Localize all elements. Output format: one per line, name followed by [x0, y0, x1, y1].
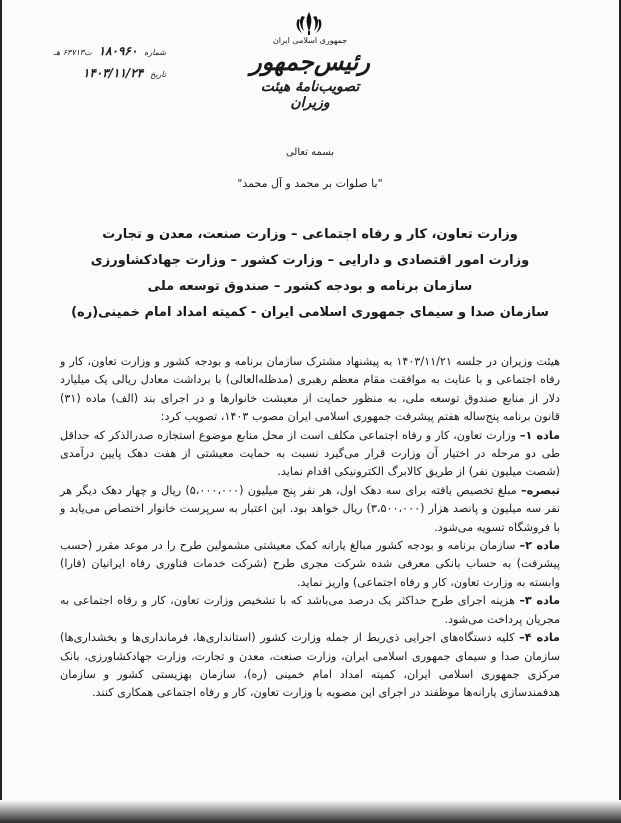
paragraph: هیئت وزیران در جلسه ۱۴۰۳/۱۱/۲۱ به پیشنهاد مشترک سازمان برنامه و بودجه کشور و وزارت تعاون، کار و رفاه اجتماعی و با عنایت به موافقت مقام معظم رهبری (مدظله‌العالی) با برداشت معادل ریالی یک میلیارد دلار از منابع صندوق توسعه ملی، به منظور حمایت از معیشت خانوارها و در اجرای بند (الف) ماده (۳۱) قانون برنامه پنج‌ساله هفتم پیشرفت جمهوری اسلامی ایران مصوب ۱۴۰۳، تصویب کرد: [60, 355, 560, 424]
basmala: بسمه تعالی [285, 147, 335, 158]
document-date [16, 66, 166, 80]
sub-number: ت۶۳۷۱۳ هـ [53, 48, 92, 57]
addressee-line: وزارت امور اقتصادی و دارایی – وزارت کشور – وزارت جهادکشاورزی [90, 253, 530, 268]
article-3: ماده ۳– هزینه اجرای طرح حداکثر یک درصد می‌باشد که با تشخیص وزارت تعاون، کار و رفاه اجتماعی به مجریان پرداخت می‌شود. [60, 594, 560, 626]
letterhead [240, 36, 380, 111]
article-1-number: ماده ۱– [519, 428, 560, 442]
president-title: رئیس‌جمهور [250, 47, 370, 76]
iran-emblem-icon [294, 10, 324, 36]
note-label: تبصره– [521, 483, 560, 497]
document-number [16, 44, 166, 58]
republic-label: جمهوری اسلامی ایران [272, 36, 348, 45]
number-value: ۱۸۰۹۶۰ [98, 44, 138, 58]
addressee-line: وزارت تعاون، کار و رفاه اجتماعی – وزارت صنعت، معدن و تجارت [102, 227, 518, 242]
date-value: ۱۴۰۳/۱۱/۲۴ [82, 66, 144, 80]
article-4: ماده ۴– کلیه دستگاه‌های اجرایی ذی‌ربط از جمله وزارت کشور (استانداری‌ها، فرمانداری‌ها و بخشداری‌ها) سازمان صدا و سیمای جمهوری اسلامی ایران، وزارت صنعت، معدن و تجارت، وزارت جهادکشاورزی، بانک مرکزی جمهوری اسلامی ایران، کمیته امداد امام خمینی (ره)، سازمان بهزیستی کشور و سازمان هدفمندسازی یارانه‌ها موظفند در اجرای این مصوبه با وزارت تعاون، کار و رفاه اجتماعی همکاری کنند. [60, 631, 560, 700]
article-1: ماده ۱– وزارت تعاون، کار و رفاه اجتماعی مکلف است از محل منابع موضوع استجازه صدرالذکر که حداقل طی دو مرحله در اختیار آن وزارت قرار می‌گیرد نسبت به حمایت معیشتی از هفت دهک پایین درآمدی (شصت میلیون نفر) از طریق کالابرگ الکترونیکی اقدام نماید. [60, 428, 560, 479]
salawat: "با صلوات بر محمد و آل محمد" [237, 177, 383, 190]
addressee-line: سازمان صدا و سیمای جمهوری اسلامی ایران - کمیته امداد امام خمینی(ره) [71, 305, 549, 320]
article-4-number: ماده ۴– [519, 631, 560, 645]
addressee-list [40, 222, 580, 326]
article-3-number: ماده ۳– [519, 594, 560, 608]
approval-title: تصویب‌نامهٔ هیئت وزیران [260, 79, 360, 111]
article-2-number: ماده ۲– [519, 539, 560, 553]
number-label: شماره [144, 48, 166, 57]
note: تبصره– مبلغ تخصیص یافته برای سه دهک اول، هر نفر پنج میلیون (۵،۰۰۰،۰۰۰) ریال و چهار دهک دیگر هر نفر سه میلیون و پانصد هزار (۳،۵۰۰،۰۰۰) ریال خواهد بود. این اعتبار به سرپرست خانوار اختصاص می‌یابد و با فروشگاه تسویه می‌شود. [60, 483, 560, 534]
scan-shadow [0, 800, 621, 823]
addressee-line: سازمان برنامه و بودجه کشور – صندوق توسعه ملی [147, 279, 473, 294]
date-label: تاریخ [150, 70, 166, 79]
decree-body [60, 353, 560, 703]
article-2: ماده ۲– سازمان برنامه و بودجه کشور مبالغ یارانه کمک معیشتی مشمولین طرح را در موعد مقرر (حسب پیشرفت) به حساب بانکی معرفی شده شرکت مجری طرح (شرکت خدمات فناوری رفاه ایرانیان (فارا) وابسته به وزارت تعاون، کار و رفاه اجتماعی) واریز نماید. [60, 539, 560, 589]
